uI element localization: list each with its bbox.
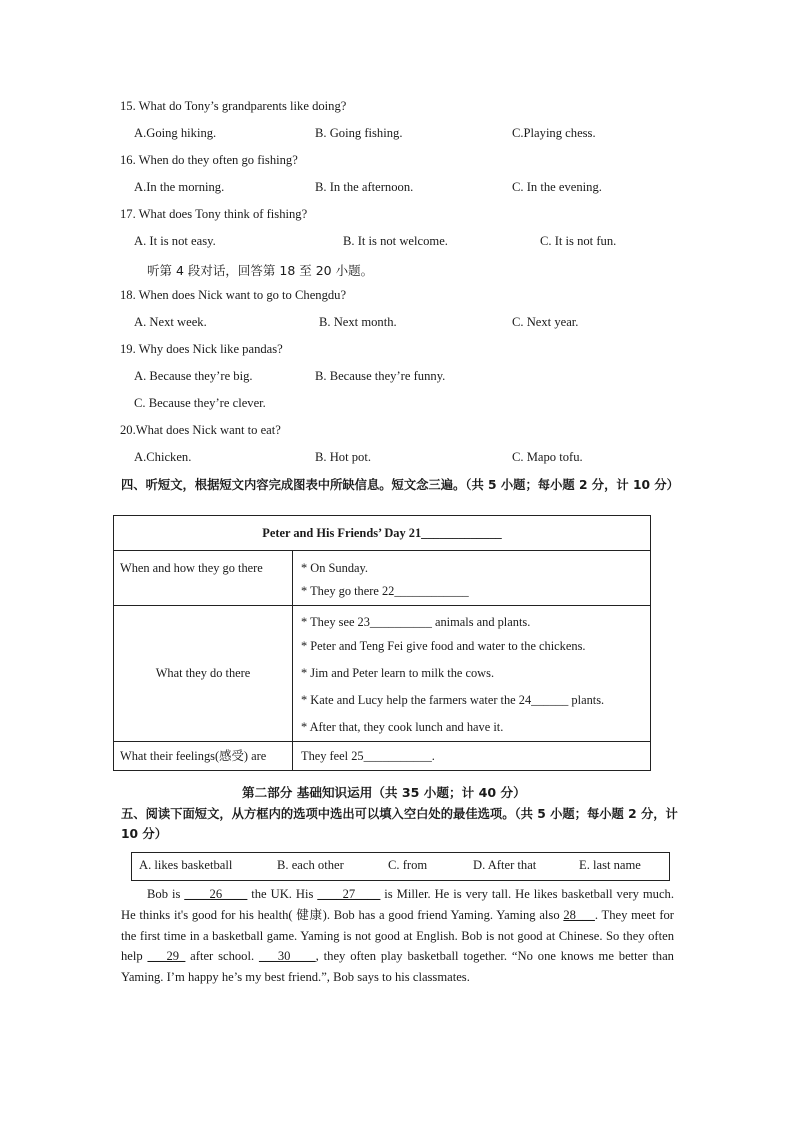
passage-text: Bob is [147,887,185,901]
info-table [113,515,651,771]
row-2-item-5: * After that, they cook lunch and have it. [301,720,504,734]
question-17-option-a: A. It is not easy. [134,234,216,248]
section-5-title: 五、阅读下面短文，从方框内的选项中选出可以填入空白处的最佳选项。（共 5 小题；每小题 2 分，计 10 分） [121,807,678,841]
question-19-option-a: A. Because they’re big. [134,369,253,383]
option-c: C. from [388,858,428,872]
question-17-option-c: C. It is not fun. [540,234,617,248]
blank-30: ___30____ [258,949,316,964]
question-18-stem: 18. When does Nick want to go to Chengdu? [120,288,347,302]
blank-29: ___29_ [147,949,186,964]
question-20-option-b: B. Hot pot. [315,450,371,464]
row-2-item-4: * Kate and Lucy help the farmers water the 24______ plants. [301,693,605,707]
blank-27: ____27____ [317,887,381,901]
question-15-option-b: B. Going fishing. [315,126,403,140]
section-4-title: 四、听短文，根据短文内容完成图表中所缺信息。短文念三遍。（共 5 小题；每小题 2 分，计 10 分） [121,478,679,492]
blank-28: 28___ [563,907,595,922]
question-15-option-a: A.Going hiking. [134,126,217,140]
passage-text: is Miller. He is very tall. He likes basketball very much. He thinks it's good for his health( 健康). Bob has a good friend Yaming. Yaming also [121,887,674,922]
table-row-content [293,551,651,606]
question-16-stem: 16. When do they often go fishing? [120,153,298,167]
part-2-title: 第二部分 基础知识运用（共 35 小题；计 40 分） [242,785,526,800]
question-16-option-b: B. In the afternoon. [315,180,414,194]
table-row-label [114,551,293,606]
table-row-content [293,742,651,771]
option-d: D. After that [473,858,537,872]
question-18-option-a: A. Next week. [134,315,207,329]
table-row-label [114,742,293,771]
question-18-option-b: B. Next month. [319,315,397,329]
question-17-option-b: B. It is not welcome. [343,234,448,248]
question-18-option-c: C. Next year. [512,315,579,329]
reading-passage [121,884,674,988]
blank-26: ____26____ [184,887,248,901]
table-row-content [293,606,651,742]
question-16-option-c: C. In the evening. [512,180,602,194]
question-15-option-c: C.Playing chess. [512,126,596,140]
option-b: B. each other [277,858,344,872]
passage-text: . They meet for the first time in a basketball game. Yaming is not good at English. Bob is not good at Chinese. So they often help [121,907,674,964]
question-17-stem: 17. What does Tony think of fishing? [120,207,308,221]
row-2-label: What they do there [155,666,251,680]
table-row-label [114,606,293,742]
row-1-item-2: * They go there 22____________ [301,584,469,598]
question-19-stem: 19. Why does Nick like pandas? [120,342,283,356]
options-box [131,852,670,881]
option-a: A. likes basketball [139,858,233,872]
option-e: E. last name [579,858,641,872]
question-15-stem: 15. What do Tony’s grandparents like doing? [120,99,347,113]
passage-text: , they often play basketball together. “No one knows me better than Yaming. I’m happy he’s my best friend.”, Bob says to his classmates. [121,949,674,985]
passage-text: after school. [185,949,259,964]
question-20-option-c: C. Mapo tofu. [512,450,583,464]
row-2-item-3: * Jim and Peter learn to milk the cows. [301,666,495,680]
listening-note: 听第 4 段对话，回答第 18 至 20 小题。 [147,263,374,278]
question-16-option-a: A.In the morning. [134,180,225,194]
row-1-label: When and how they go there [120,561,263,575]
row-2-item-2: * Peter and Teng Fei give food and water to the chickens. [301,639,586,653]
question-20-stem: 20.What does Nick want to eat? [120,423,281,437]
question-20-option-a: A.Chicken. [134,450,192,464]
row-3-item-1: They feel 25___________. [301,749,435,763]
passage-text: the UK. His [247,887,318,901]
question-19-option-c: C. Because they’re clever. [134,396,266,410]
row-1-item-1: * On Sunday. [301,561,368,575]
row-2-item-1: * They see 23__________ animals and plants. [301,615,531,629]
question-19-option-b: B. Because they’re funny. [315,369,446,383]
row-3-label: What their feelings(感受) are [120,749,267,763]
table-title: Peter and His Friends’ Day 21_____________ [114,516,651,551]
